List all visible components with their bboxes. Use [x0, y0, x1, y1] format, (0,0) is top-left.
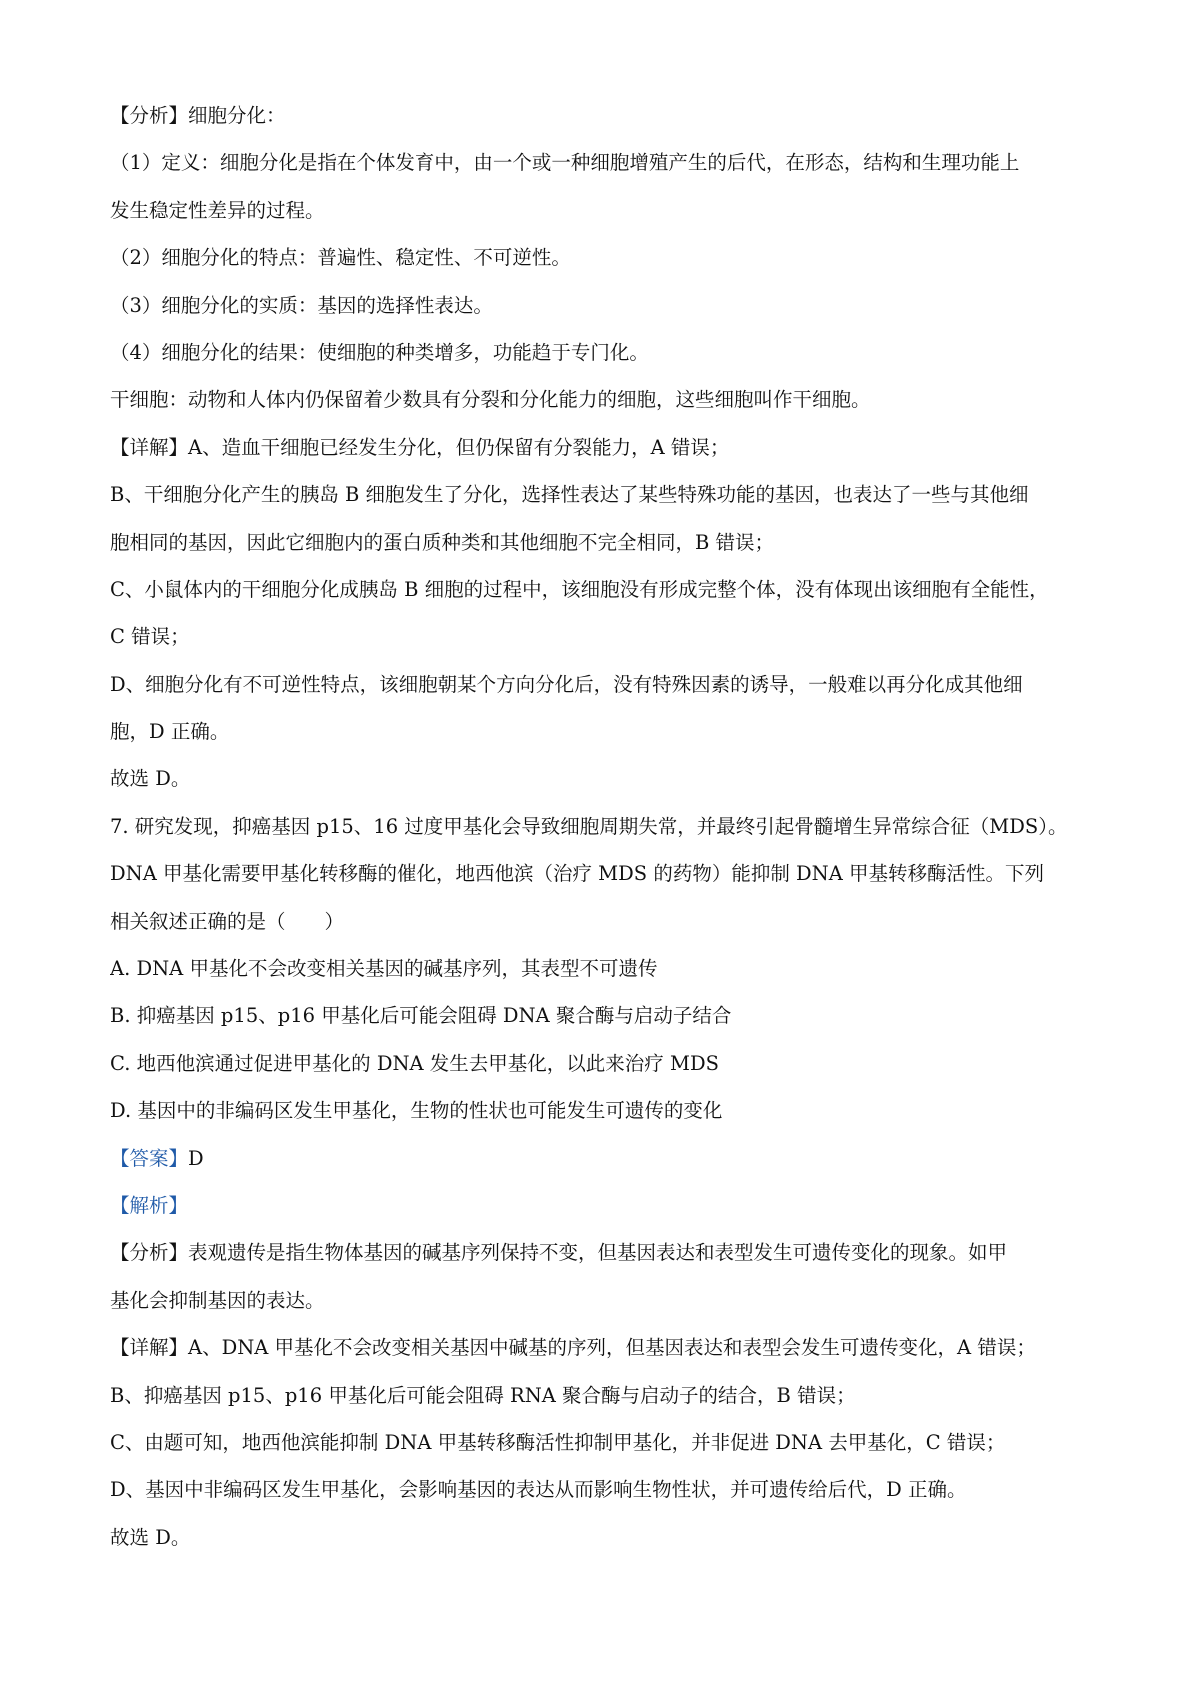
- answer-value: D: [188, 1146, 204, 1170]
- analysis-line-2: 基化会抑制基因的表达。: [110, 1288, 325, 1312]
- answer-label: 【答案】: [110, 1146, 189, 1170]
- result-line: （4）细胞分化的结果：使细胞的种类增多，功能趋于专门化。: [110, 340, 649, 364]
- essence-line: （3）细胞分化的实质：基因的选择性表达。: [110, 293, 493, 317]
- conclusion-line: 故选 D。: [110, 767, 191, 791]
- definition-line-1: （1）定义：细胞分化是指在个体发育中，由一个或一种细胞增殖产生的后代，在形态，结构和生理功能上: [110, 151, 1020, 175]
- option-d: D. 基因中的非编码区发生甲基化，生物的性状也可能发生可遗传的变化: [110, 1099, 723, 1123]
- question-stem-line-3: 相关叙述正确的是（ ）: [110, 909, 345, 933]
- q7-conclusion-line: 故选 D。: [110, 1525, 191, 1549]
- q7-detail-c-line: C、由题可知，地西他滨能抑制 DNA 甲基转移酶活性抑制甲基化，并非促进 DNA 去甲基化，C 错误；: [110, 1430, 1006, 1454]
- definition-line-2: 发生稳定性差异的过程。: [110, 198, 325, 222]
- detail-b-line-2: 胞相同的基因，因此它细胞内的蛋白质种类和其他细胞不完全相同，B 错误；: [110, 530, 775, 554]
- stem-cell-line: 干细胞：动物和人体内仍保留着少数具有分裂和分化能力的细胞，这些细胞叫作干细胞。: [110, 388, 871, 412]
- detail-d-line-2: 胞，D 正确。: [110, 720, 230, 744]
- q7-detail-b-line: B、抑癌基因 p15、p16 甲基化后可能会阻碍 RNA 聚合酶与启动子的结合，B 错误；: [110, 1383, 856, 1407]
- detail-a-line: 【详解】A、造血干细胞已经发生分化，但仍保留有分裂能力，A 错误；: [110, 435, 730, 459]
- question-stem-line-2: DNA 甲基化需要甲基化转移酶的催化，地西他滨（治疗 MDS 的药物）能抑制 DNA 甲基转移酶活性。下列: [110, 862, 1045, 886]
- explanation-label: 【解析】: [110, 1193, 189, 1217]
- analysis-line-1: 【分析】表观遗传是指生物体基因的碱基序列保持不变，但基因表达和表型发生可遗传变化的现象。如甲: [110, 1241, 1008, 1265]
- detail-d-line-1: D、细胞分化有不可逆性特点，该细胞朝某个方向分化后，没有特殊因素的诱导，一般难以再分化成其他细: [110, 672, 1023, 696]
- option-b: B. 抑癌基因 p15、p16 甲基化后可能会阻碍 DNA 聚合酶与启动子结合: [110, 1004, 732, 1028]
- feature-line: （2）细胞分化的特点：普遍性、稳定性、不可逆性。: [110, 246, 571, 270]
- detail-c-line-1: C、小鼠体内的干细胞分化成胰岛 B 细胞的过程中，该细胞没有形成完整个体，没有体现出该细胞有全能性，: [110, 577, 1049, 601]
- document-page: [110, 92, 1100, 1561]
- answer-line: [110, 1135, 1100, 1182]
- option-a: A. DNA 甲基化不会改变相关基因的碱基序列，其表型不可遗传: [110, 957, 658, 981]
- q7-detail-a-line: 【详解】A、DNA 甲基化不会改变相关基因中碱基的序列，但基因表达和表型会发生可遗传变化，A 错误；: [110, 1336, 1036, 1360]
- question-stem-line-1: 7. 研究发现，抑癌基因 p15、16 过度甲基化会导致细胞周期失常，并最终引起骨髓增生异常综合征（MDS）。: [110, 814, 1068, 838]
- detail-b-line-1: B、干细胞分化产生的胰岛 B 细胞发生了分化，选择性表达了某些特殊功能的基因，也表达了一些与其他细: [110, 483, 1029, 507]
- q7-detail-d-line: D、基因中非编码区发生甲基化，会影响基因的表达从而影响生物性状，并可遗传给后代，D 正确。: [110, 1478, 967, 1502]
- option-c: C. 地西他滨通过促进甲基化的 DNA 发生去甲基化，以此来治疗 MDS: [110, 1051, 719, 1075]
- detail-c-line-2: C 错误；: [110, 625, 190, 649]
- analysis-intro: 【分析】细胞分化：: [110, 104, 286, 127]
